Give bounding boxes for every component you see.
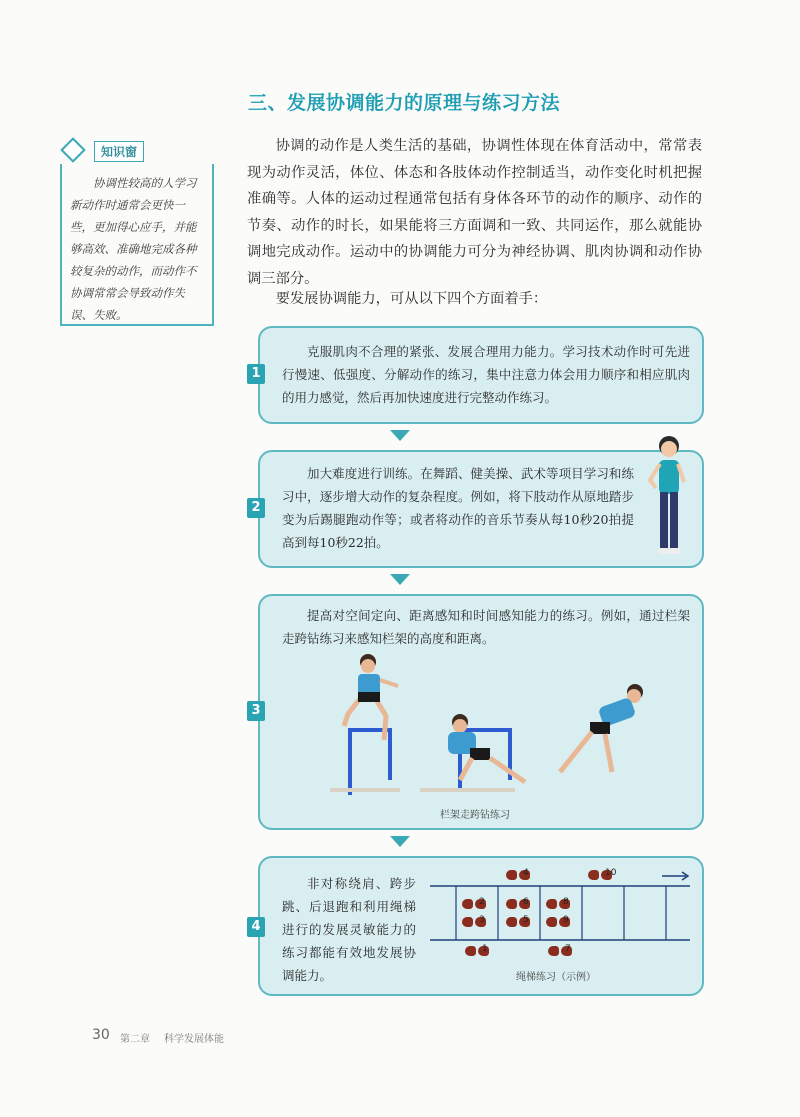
footprint: 9 (546, 916, 572, 928)
footprint: 1 (465, 945, 491, 957)
step-3-number: 3 (247, 701, 265, 721)
page-number: 30 (92, 1027, 110, 1043)
step-3-text: 提高对空间定向、距离感知和时间感知能力的练习。例如，通过栏架走跨钻练习来感知栏架的高度和距离。 (282, 608, 690, 646)
footer-chapter: 第二章 (120, 1034, 150, 1045)
footprint: 8 (546, 898, 572, 910)
knowledge-window-label: 知识窗 (94, 141, 144, 162)
footprint: 7 (548, 945, 574, 957)
down-arrow-icon (390, 836, 410, 847)
section-title: 三、发展协调能力的原理与练习方法 (248, 92, 561, 114)
footprint: 4 (506, 869, 532, 881)
rope-ladder-caption: 绳梯练习（示例） (516, 972, 596, 983)
footprint: 6 (506, 898, 532, 910)
footprint: 3 (462, 916, 488, 928)
hurdle-caption: 栏架走跨钻练习 (440, 810, 510, 821)
hurdle-drill-illustration (300, 650, 660, 800)
footprint: 2 (462, 898, 488, 910)
footer-chapter-title: 科学发展体能 (164, 1034, 224, 1045)
step-2-number: 2 (247, 498, 265, 518)
step-1-number: 1 (247, 364, 265, 384)
down-arrow-icon (390, 430, 410, 441)
step-1-text: 克服肌肉不合理的紧张、发展合理用力能力。学习技术动作时可先进行慢速、低强度、分解动作的练习，集中注意力体会用力顺序和相应肌肉的用力感觉，然后再加快速度进行完整动作练习。 (282, 344, 690, 405)
step-4-number: 4 (247, 917, 265, 937)
footprint: 10 (588, 869, 614, 881)
dancer-figure (642, 430, 692, 564)
knowledge-window-text: 协调性较高的人学习新动作时通常会更快一些，更加得心应手，并能够高效、准确地完成各种较复杂的动作，而动作不协调常常会导致动作失误、失败。 (70, 176, 197, 322)
step-4-text: 非对称绕肩、跨步跳、后退跑和利用绳梯进行的发展灵敏能力的练习都能有效地发展协调能力。 (282, 876, 416, 983)
intro-paragraph: 协调的动作是人类生活的基础，协调性体现在体育活动中，常常表现为动作灵活，体位、体态和各肢体动作控制适当，动作变化时机把握准确等。人体的运动过程通常包括有身体各环节的动作的顺序、动作的节奏、动作的时长，如果能将三方面调和一致、共同运作，那么就能协调地完成动作。运动中的协调能力可分为神经协调、肌肉协调和动作协调三部分。 (247, 138, 702, 287)
intro-lead: 要发展协调能力，可从以下四个方面着手： (275, 291, 548, 307)
footprint: 5 (506, 916, 532, 928)
step-2-text: 加大难度进行训练。在舞蹈、健美操、武术等项目学习和练习中，逐步增大动作的复杂程度。例如，将下肢动作从原地踏步变为后踢腿跑动作等；或者将动作的音乐节奏从每10秒20拍提高到每10秒22拍。 (282, 466, 634, 550)
diamond-icon (60, 137, 85, 162)
down-arrow-icon (390, 574, 410, 585)
knowledge-window-box (60, 164, 214, 326)
knowledge-window-header (60, 138, 210, 162)
knowledge-window (60, 138, 212, 324)
